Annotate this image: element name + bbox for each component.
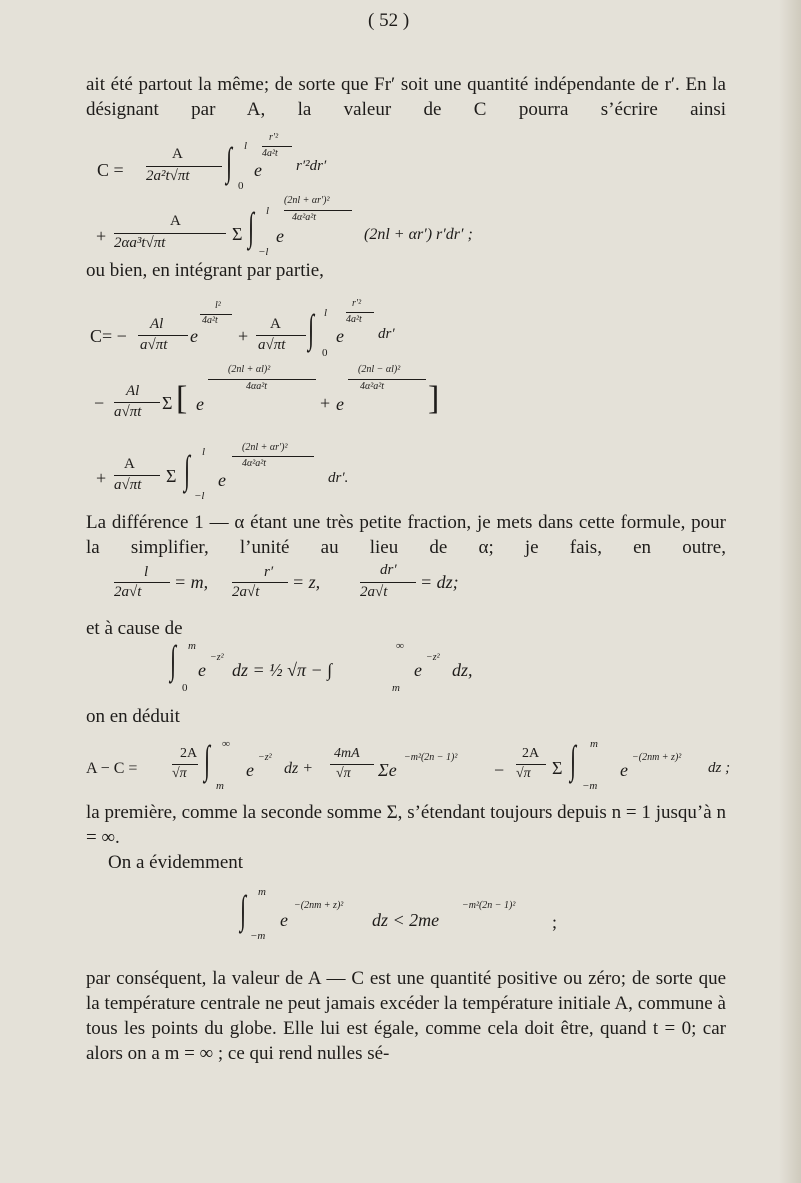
paragraph-ou-bien: ou bien, en intégrant par partie, <box>86 260 324 281</box>
paragraph-intro: ait été partout la même; de sorte que Fr′ soit une quantité indépendante de r′. En la désignant par A, la valeur de C pourra s’écrire ainsi <box>86 74 726 120</box>
paragraph-conclusion: par conséquent, la valeur de A — C est une quantité positive ou zéro; de sorte que la température centrale ne peut jamais excéder la température initiale A, commune à tous les points du globe. Elle lui est égale, comme cela doit être, quand t = 0; car alors on a m = ∞ ; ce qui rend nulles sé- <box>86 968 726 1064</box>
paragraph-premiere: la première, comme la seconde somme Σ, s’étendant toujours depuis n = 1 jusqu’à n = ∞. <box>86 802 726 848</box>
paragraph-difference: La différence 1 — α étant une très petite fraction, je mets dans cette formule, pour la simplifier, l’unité au lieu de α; je fais, en outre, <box>86 512 726 558</box>
page-number: ( 52 ) <box>368 10 410 31</box>
paragraph-deduit: on en déduit <box>86 706 180 727</box>
paragraph-a-cause: et à cause de <box>86 618 183 639</box>
page-spine-shadow <box>779 0 801 1183</box>
paragraph-evidemment: On a évidemment <box>108 852 244 873</box>
